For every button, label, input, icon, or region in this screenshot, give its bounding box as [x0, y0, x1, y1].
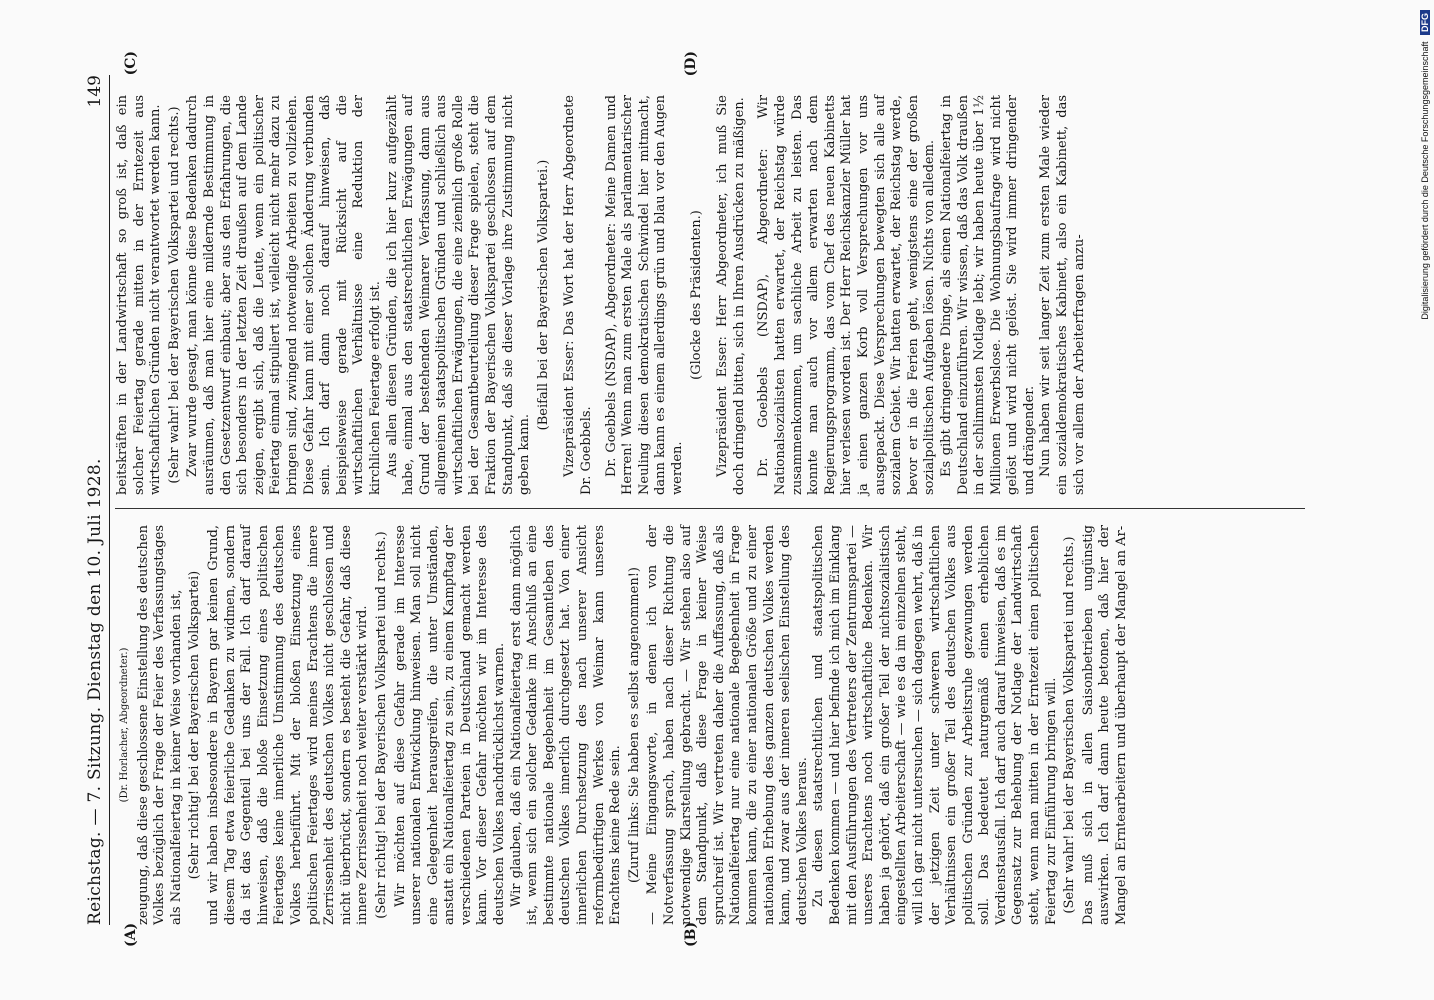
margin-mark-a: (A)	[123, 922, 139, 947]
right-column	[115, 95, 1088, 495]
interjection: (Beifall bei der Bayerischen Volkspartei.)	[535, 159, 551, 431]
paragraph: Wir möchten auf diese Gefahr gerade im Interesse unserer nationalen Entwicklung hinweisen. Man soll nicht eine Gelegenheit herausgreifen, die unter Umständen, anstatt ein Nationalfeiertag zu sein, zu einem Kampftag der verschiedenen Parteien in Deutschland gemacht werden kann. Vor dieser Gefahr möchten wir im Interesse des deutschen Volkes nachdrücklichst warnen.	[392, 525, 508, 925]
interjection: (Glocke des Präsidenten.)	[688, 210, 704, 380]
paragraph: Nun haben wir seit langer Zeit zum ersten Male wieder ein sozialdemokratisches Kabinett, also ein Kabinett, das sich vor allem der Arbeiterfragen anzu-	[1038, 95, 1087, 495]
interjection: (Sehr richtig! bei der Bayerischen Volkspartei und rechts.)	[373, 531, 389, 919]
margin-mark-b: (B)	[683, 921, 699, 947]
paragraph: Aus allen diesen Gründen, die ich hier kurz aufgezählt habe, einmal aus den staatsrechtlichen Erwägungen auf Grund der bestehenden Weimarer Verfassung, dann aus allgemeinen staatspolitischen Gründen und schließlich aus wirtschaftlichen Erwägungen, die eine ziemlich große Rolle bei der Gesamtbeurteilung dieser Frage spielen, steht die Fraktion der Bayerischen Volkspartei geschlossen auf dem Standpunkt, daß sie dieser Vorlage ihre Zustimmung nicht geben kann.	[384, 95, 533, 495]
page-number: 149	[85, 75, 105, 108]
interjection: (Sehr wahr! bei der Bayerischen Volkspartei und rechts.)	[1062, 536, 1078, 914]
interjection: (Zuruf links: Sie haben es selbst angenommen!)	[626, 567, 642, 884]
document-page	[83, 51, 1323, 947]
paragraph: Wir glauben, daß ein Nationalfeiertag erst dann möglich ist, wenn sich ein solcher Gedanke im Anschluß an eine bestimmte nationale Begebenheit im Gesamtleben des deutschen Volkes innerlich durchgesetzt hat. Von einer innerlichen Durchsetzung des nach unserer Ansicht reformbedürftigen Werkes von Weimar kann unseres Erachtens keine Rede sein.	[508, 525, 624, 925]
paragraph: Dr. Goebbels (NSDAP), Abgeordneter: Meine Damen und Herren! Wenn man zum ersten Male als parlamentarischer Neuling diesen demokratischen Schwindel hier mitmacht, dann kann es einem allerdings grün und blau vor den Augen werden.	[603, 95, 685, 495]
speaker-line: (Dr. Horlacher, Abgeordneter.)	[119, 647, 130, 803]
column-divider	[115, 508, 1305, 509]
paragraph: Vizepräsident Esser: Das Wort hat der Herr Abgeordnete Dr. Goebbels.	[562, 95, 595, 495]
paragraph: Zwar wurde gesagt, man könne diese Bedenken dadurch ausräumen, daß man hier eine mildernde Bestimmung in den Gesetzentwurf einbaut; aber aus den Erfahrungen, die sich besonders in der letzten Zeit draußen auf dem Lande zeigen, ergibt sich, daß die Leute, wenn ein politischer Feiertag einmal stipuliert ist, vielleicht nicht mehr dazu zu bringen sind, zwingend notwendige Arbeiten zu vollziehen. Diese Gefahr kann mit einer solchen Änderung verbunden sein. Ich darf dann noch darauf hinweisen, daß beispielsweise gerade mit Rücksicht auf die wirtschaftlichen Verhältnisse eine Reduktion der kirchlichen Feiertage erfolgt ist.	[185, 95, 383, 495]
paragraph: Es gibt dringendere Dinge, als einen Nationalfeiertag in Deutschland einzuführen. Wir wissen, daß das Volk draußen in der schlimmsten Notlage lebt; wir haben heute über 1½ Millionen Erwerbslose. Die Wohnungsbaufrage wird nicht gelöst und wird nicht gelöst. Sie wird immer dringender und drängender.	[938, 95, 1037, 495]
interjection: (Sehr richtig! bei der Bayerischen Volkspartei)	[187, 570, 203, 880]
paragraph: Vizepräsident Esser: Herr Abgeordneter, ich muß Sie doch dringend bitten, sich in Ihren Ausdrücken zu mäßigen.	[715, 95, 747, 495]
interjection: (Sehr wahr! bei der Bayerischen Volkspartei und rechts.)	[166, 106, 182, 484]
paragraph: Das muß sich in allen Saisonbetrieben ungünstig auswirken. Ich darf dann heute betonen, daß hier der Mangel an Erntearbeitern und überhaupt der Mangel an Ar-	[1080, 525, 1130, 925]
paragraph: Dr. Goebbels (NSDAP), Abgeordneter: Wir Nationalsozialisten hatten erwartet, der Reichstag würde zusammenkommen, um sachliche Arbeit zu leisten. Das konnte man auch vor allem erwarten nach dem Regierungsprogramm, das vom Chef des neuen Kabinetts hier verlesen worden ist. Der Herr Reichskanzler Müller hat ja einen ganzen Korb voll Versprechungen vor uns ausgepackt. Diese Versprechungen bewegten sich alle auf sozialem Gebiet. Wir hatten erwartet, der Reichstag werde, bevor er in die Ferien geht, wenigstens eine der großen sozialpolitischen Aufgaben lösen. Nichts von alledem.	[756, 95, 938, 495]
paragraph: — Meine Eingangsworte, in denen ich von der Notverfassung sprach, haben nach dieser Richtung die notwendige Klarstellung gebracht. — Wir stehen also auf dem Standpunkt, daß diese Frage in keiner Weise spruchreif ist. Wir vertreten daher die Auffassung, daß als Nationalfeiertag nur eine nationale Begebenheit in Frage kommen kann, die zu einer nationalen Größe und zu einer nationalen Erhebung des ganzen deutschen Volkes werden kann, und zwar aus der inneren seelischen Einstellung des deutschen Volkes heraus.	[645, 525, 810, 925]
paragraph: und wir haben insbesondere in Bayern gar keinen Grund, diesem Tag etwa feierliche Gedanken zu widmen, sondern da ist das Gegenteil bei uns der Fall. Ich darf darauf hinweisen, daß die bloße Einsetzung eines politischen Feiertages keine innerliche Umstimmung des deutschen Volkes herbeiführt. Mit der bloßen Einsetzung eines politischen Feiertages wird meines Erachtens die innere Zerrissenheit des deutschen Volkes nicht geschlossen und nicht überbrückt, sondern es besteht die Gefahr, daß diese innere Zerrissenheit noch weiter verstärkt wird.	[205, 525, 371, 925]
left-column	[115, 525, 1131, 925]
paragraph: Zu diesen staatsrechtlichen und staatspolitischen Bedenken kommen — und hier befinde ich mich im Einklang mit den Ausführungen des Vertreters der Zentrumspartei — unseres Erachtens noch wirtschaftliche Bedenken. Wir haben ja gehört, daß ein großer Teil der nichtsozialistisch eingestellten Arbeiterschaft — wie es da im einzelnen steht, will ich gar nicht untersuchen — sich dagegen wehrt, daß in der jetzigen Zeit unter schweren wirtschaftlichen Verhältnissen ein großer Teil des deutschen Volkes aus politischen Gründen zur Arbeitsruhe gezwungen werden soll. Das bedeutet naturgemäß einen erheblichen Verdienstausfall. Ich darf auch darauf hinweisen, daß es im Gegensatz zur Behebung der Notlage der Landwirtschaft steht, wenn man mitten in der Erntezeit einen politischen Feiertag zur Einführung bringen will.	[811, 525, 1059, 925]
credit-text: Digitalisierung gefördert durch die Deutsche Forschungsgemeinschaft	[1420, 41, 1430, 320]
digitization-credit	[1418, 10, 1434, 990]
paragraph: zeugung, daß diese geschlossene Einstellung des deutschen Volkes bezüglich der Frage der Feier des Verfassungstages als Nationalfeiertag in keiner Weise vorhanden ist,	[135, 525, 184, 925]
running-title: Reichstag. — 7. Sitzung. Dienstag den 10. Juli 1928.	[85, 458, 105, 925]
dfg-logo: DFG	[1420, 10, 1430, 35]
margin-mark-d: (D)	[683, 51, 699, 77]
margin-mark-c: (C)	[123, 51, 139, 76]
page-header	[83, 75, 110, 925]
paragraph: beitskräften in der Landwirtschaft so groß ist, daß ein solcher Feiertag gerade mitten in der Erntezeit aus wirtschaftlichen Gründen nicht verantwortet werden kann.	[115, 95, 164, 495]
credit-text-row	[1420, 10, 1434, 990]
